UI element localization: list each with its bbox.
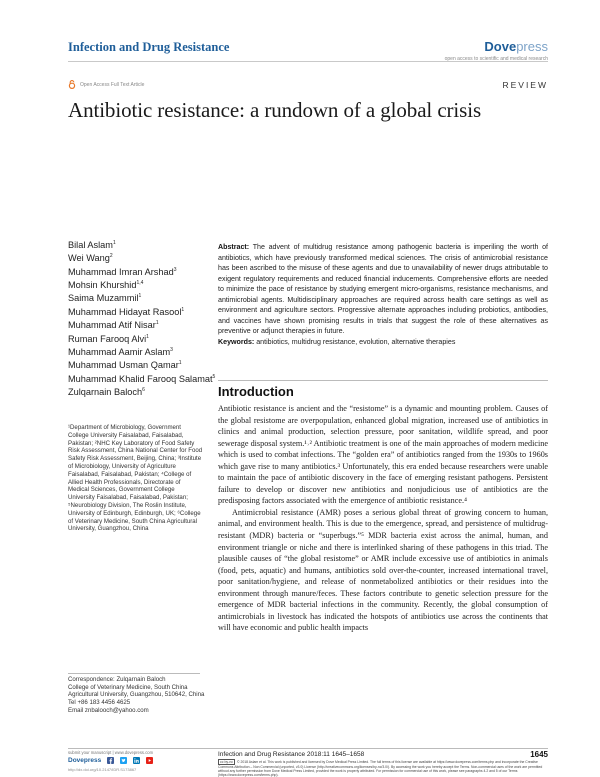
author-name: Wei Wang (68, 253, 110, 264)
publisher-name: Dove (484, 39, 517, 54)
author-name: Mohsin Khurshid (68, 280, 137, 291)
author-affiliation: 1 (112, 240, 116, 246)
author-affiliation: 2 (109, 253, 113, 260)
abstract (218, 242, 548, 347)
author-affiliation: 3 (173, 266, 177, 273)
article-title: Antibiotic resistance: a rundown of a global crisis (68, 98, 482, 122)
introduction-body (218, 403, 548, 634)
page-number: 1645 (530, 750, 548, 759)
twitter-icon[interactable] (120, 757, 127, 764)
license-text (218, 759, 548, 777)
cc-license-badge: cc by-nc (220, 760, 234, 764)
abstract-text: The advent of multidrug resistance among pathogenic bacteria is imperiling the worth of antibiotics, which have previously transformed medical sciences. The crisis of antimicrobial resistance has been ascribed to the misuse of these agents and due to unavailability of newer drugs attributable to exigent regulatory requirements and reduced financial inducements. Comprehensive efforts are needed to minimize the pace of resistance by studying emergent micro-organisms, resistance mechanisms, and antimicrobial agents. Multidisciplinary approaches are required across health care settings as well as environment and agriculture sectors. Progressive alternate approaches including probiotics, antibodies, and vaccines have shown promising results in trials that suggest the role of these alternatives as preventive or adjunct therapies in future. (218, 243, 548, 335)
header-divider (68, 61, 548, 62)
correspondence-heading: Correspondence: Zulqarnain Baloch (68, 676, 166, 683)
footer-citation: Infection and Drug Resistance 2018:11 1645–1658 (218, 751, 365, 758)
author-affiliation: 1 (138, 293, 142, 300)
license-statement: © 2018 Aslam et al. This work is published and licensed by Dove Medical Press Limited. The full terms of this license are available at https://www.dovepress.com/terms.php and incorporate the Creative Commons Attribution – Non Commercial (unported, v3.0) License (http://creativecommons.org/licenses/by-nc/3.0/). By accessing the work you hereby accept the Terms. Non-commercial uses of the work are permitted without any further permission from Dove Medical Press Limited, provided the work is properly attributed. For permission for commercial use of this work, please see paragraphs 4.2 and 5 of our Terms (https://www.dovepress.com/terms.php). (218, 760, 543, 777)
author-affiliation: 1 (181, 306, 185, 313)
open-access-lock-icon (68, 80, 76, 89)
paragraph: Antibiotic resistance is ancient and the “resistome” is a dynamic and mounting problem. Causes of the global resistome are overpopulation, enhanced global migration, increased use of antibiotics in clinics and animal production, selection pressure, poor sanitation, wildlife spread, and poor sewerage disposal system.¹˒² Antibiotic treatment is one of the main approaches of modern medicine which is used to combat infections. The “golden era” of antibiotics ranged from the 1930s to 1960s which gave rise to many antibiotics.³ Unfortunately, this era ended because researchers were unable to maintain the pace of antibiotic discovery in the face of emerging resistant pathogens. Persistent failure to develop or discover new antibiotics and nonjudicious use of antibiotics are the predisposing factors associated with the emergence of antibiotic resistance.⁴ (218, 404, 548, 506)
facebook-icon[interactable] (107, 757, 114, 764)
doi-link[interactable]: http://dx.doi.org/10.2147/IDR.S173867 (68, 767, 137, 772)
author-name: Muhammad Aamir Aslam (68, 346, 171, 357)
author (68, 358, 218, 371)
author-affiliation: 1,4 (136, 280, 144, 287)
author-name: Ruman Farooq Alvi (68, 333, 147, 344)
open-access-label (68, 80, 144, 89)
author (68, 291, 218, 304)
abstract-label: Abstract: (218, 243, 250, 251)
author-name: Muhammad Hidayat Rasool (68, 306, 182, 317)
publisher-suffix: press (516, 39, 548, 54)
section-divider (218, 380, 548, 381)
author (68, 251, 218, 264)
footer-social (68, 757, 153, 764)
author-name: Muhammad Atif Nisar (68, 320, 156, 331)
author (68, 265, 218, 278)
author-affiliation: 3 (170, 346, 173, 353)
author-list (68, 238, 218, 398)
author (68, 372, 218, 385)
youtube-icon[interactable] (146, 757, 153, 764)
publisher-logo (484, 39, 548, 54)
author-name: Muhammad Imran Arshad (68, 266, 174, 277)
correspondence (68, 676, 208, 715)
journal-name: Infection and Drug Resistance (68, 40, 230, 54)
author-name: Saima Muzammil (68, 293, 139, 304)
paragraph: Antimicrobial resistance (AMR) poses a serious global threat of growing concern to human, animal, and environment health. This is due to the emergence, spread, and persistence of multidrug-resistant (MDR) bacteria or “superbugs.”⁵ MDR bacteria exist across the animal, human, and environment triangle or niche and there is interlinked sharing of these pathogens in this triad. The plausible causes of “the global resistome” or AMR include excessive use of antibiotics in animals (food, pets, aquatic) and humans, antibiotics sold over-the-counter, increased international travel, poor sanitation/hygiene, and release of nonmetabolized antibiotics or their residues into the environment through manure/feces. These factors contribute to genetic selection pressure for the emergence of MDR bacterial infections in the community. Recently, the global consumption of antimicrobials in livestock has indicated the hotspots of antibiotics use across the continents that will have economic and public health impacts (218, 507, 548, 633)
correspondence-email[interactable]: Email znbalooch@yahoo.com (68, 706, 149, 714)
linkedin-icon[interactable] (133, 757, 140, 764)
keywords-text: antibiotics, multidrug resistance, evolution, alternative therapies (254, 337, 456, 346)
author-affiliation: 1 (146, 333, 149, 340)
author-affiliation: 1 (178, 360, 182, 367)
submit-manuscript-link[interactable]: submit your manuscript | www.dovepress.com (68, 750, 154, 755)
publisher-tagline: open access to scientific and medical research (444, 56, 548, 62)
author-affiliation: 5 (212, 373, 216, 380)
correspondence-tel: Tel +86 183 4456 4625 (68, 699, 131, 707)
author (68, 385, 218, 398)
correspondence-address: College of Veterinary Medicine, South China Agricultural University, Guangzhou, 510642, China (68, 683, 205, 699)
keywords-label: Keywords: (218, 337, 255, 346)
author-affiliation: 6 (142, 386, 145, 393)
affiliations: ¹Department of Microbiology, Government College University Faisalabad, Faisalabad, Pakistan; ²NHC Key Laboratory of Food Safety Risk Assessment, China National Center for Food Safety Risk Assessment, Beijing, China; ³Institute of Microbiology, University of Agriculture Faisalabad, Faisalabad, Pakistan; ⁴College of Allied Health Professionals, Directorate of Medical Sciences, Government College University Faisalabad, Faisalabad, Pakistan; ⁵Neurobiology Division, The Roslin Institute, University of Edinburgh, Edinburgh, UK; ⁶College of Veterinary Medicine, South China Agricultural University, Guangzhou, China (68, 424, 203, 533)
author-name: Zulqarnain Baloch (68, 387, 143, 398)
author-name: Bilal Aslam (68, 240, 113, 251)
author-name: Muhammad Usman Qamar (68, 360, 179, 371)
author-affiliation: 1 (155, 320, 159, 327)
author (68, 305, 218, 318)
footer-divider (68, 748, 548, 749)
author (68, 318, 218, 331)
author (68, 278, 218, 291)
correspondence-divider (68, 673, 200, 674)
open-access-text: Open Access Full Text Article (80, 81, 145, 88)
author (68, 345, 218, 358)
article-type: REVIEW (502, 80, 548, 90)
author-name: Muhammad Khalid Farooq Salamat (68, 373, 213, 384)
dovepress-footer-logo: Dovepress (68, 757, 102, 764)
author (68, 238, 218, 251)
author (68, 332, 218, 345)
section-heading-introduction: Introduction (218, 384, 294, 399)
